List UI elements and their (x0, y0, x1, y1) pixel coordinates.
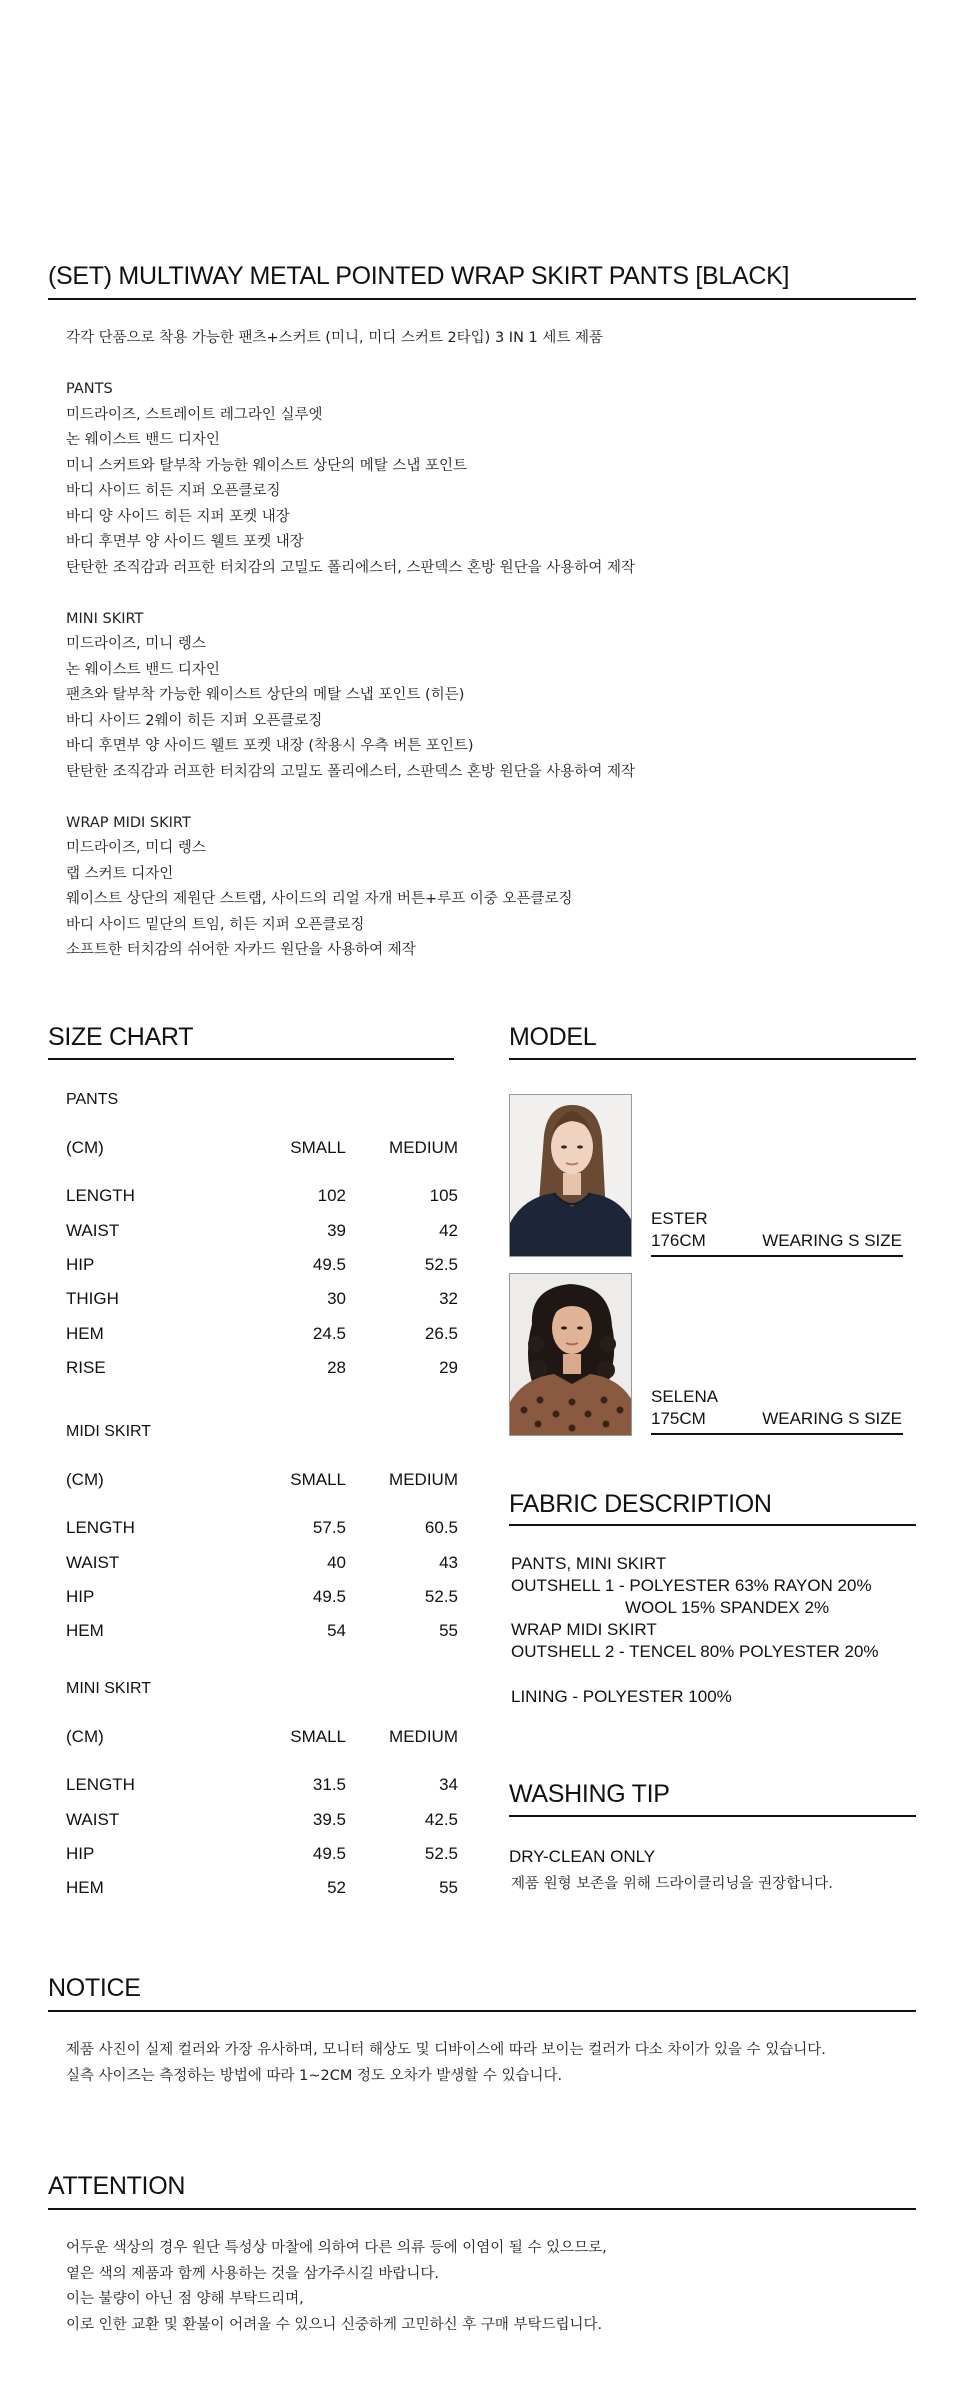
desc-line: 미드라이즈, 미니 렝스 (66, 636, 206, 652)
size-value-medium: 52.5 (424, 1255, 458, 1274)
desc-line: 바디 양 사이드 히든 지퍼 포켓 내장 (66, 508, 290, 525)
desc-line: 팬츠와 탈부착 가능한 웨이스트 상단의 메탈 스냅 포인트 (히든) (66, 687, 465, 703)
desc-line: 웨이스트 상단의 제원단 스트랩, 사이드의 리얼 자개 버튼+루프 이중 오픈클로징 (66, 891, 573, 907)
size-value-small: 28 (327, 1358, 346, 1377)
model-portrait-illustration (510, 1274, 632, 1436)
size-value-medium: 32 (439, 1289, 458, 1308)
size-value-medium: 60.5 (424, 1518, 458, 1537)
model-wearing-size: WEARING S SIZE (762, 1409, 902, 1428)
size-row-label: WAIST (66, 1221, 120, 1240)
size-unit-label: (CM) (66, 1727, 104, 1746)
size-chart-heading: SIZE CHART (48, 1023, 194, 1051)
size-col-medium: MEDIUM (389, 1470, 458, 1489)
desc-section-wrap-midi-skirt (66, 811, 635, 964)
size-row-label: HIP (66, 1587, 95, 1606)
product-intro: 각각 단품으로 착용 가능한 팬츠+스커트 (미니, 미디 스커트 2타입) 3 IN 1 세트 제품 (66, 330, 603, 346)
attention-line: 이는 불량이 아닌 점 양해 부탁드리며, (66, 2291, 304, 2307)
product-title: (SET) MULTIWAY METAL POINTED WRAP SKIRT PANTS [BLACK] (48, 262, 790, 290)
fabric-line: PANTS, MINI SKIRT (511, 1554, 667, 1573)
fabric-heading: FABRIC DESCRIPTION (509, 1490, 772, 1518)
size-value-small: 52 (327, 1878, 346, 1897)
size-value-medium: 42 (439, 1221, 458, 1240)
model-divider-line (651, 1433, 903, 1435)
size-value-small: 39 (327, 1221, 346, 1240)
desc-line: 논 웨이스트 밴드 디자인 (66, 432, 220, 448)
model-portrait-illustration (510, 1095, 632, 1257)
title-divider (48, 298, 916, 300)
washing-note: 제품 원형 보존을 위해 드라이클리닝을 권장합니다. (511, 1876, 833, 1892)
model-wearing-size: WEARING S SIZE (762, 1231, 902, 1250)
notice-divider (48, 2010, 916, 2012)
desc-line: 탄탄한 조직감과 러프한 터치감의 고밀도 폴리에스터, 스판덱스 혼방 원단을 사용하여 제작 (66, 763, 635, 780)
washing-heading: WASHING TIP (509, 1780, 670, 1808)
model-height: 175CM (651, 1409, 706, 1428)
desc-line: 바디 사이드 밑단의 트임, 히든 지퍼 오픈클로징 (66, 916, 365, 933)
model-height: 176CM (651, 1231, 706, 1250)
size-table-title: MINI SKIRT (66, 1680, 152, 1697)
size-table-title: MIDI SKIRT (66, 1423, 152, 1440)
attention-line: 어두운 색상의 경우 원단 특성상 마찰에 의하여 다른 의류 등에 이염이 될 수 있으므로, (66, 2240, 607, 2256)
size-value-medium: 105 (429, 1186, 458, 1205)
size-value-medium: 29 (439, 1358, 458, 1377)
size-col-small: SMALL (290, 1727, 346, 1746)
desc-line: 랩 스커트 디자인 (66, 865, 174, 882)
size-value-medium: 52.5 (424, 1844, 458, 1863)
attention-line: 옅은 색의 제품과 함께 사용하는 것을 삼가주시길 바랍니다. (66, 2266, 440, 2282)
size-col-small: SMALL (290, 1138, 346, 1157)
desc-line: 미드라이즈, 미디 렝스 (66, 840, 206, 856)
size-unit-label: (CM) (66, 1470, 104, 1489)
size-table-title: PANTS (66, 1091, 119, 1108)
desc-line: 바디 후면부 양 사이드 웰트 포켓 내장 (66, 534, 304, 550)
desc-section-pants (66, 377, 635, 581)
size-value-medium: 42.5 (424, 1810, 458, 1829)
desc-line: 미니 스커트와 탈부착 가능한 웨이스트 상단의 메탈 스냅 포인트 (66, 457, 468, 474)
desc-line: 바디 사이드 2웨이 히든 지퍼 오픈클로징 (66, 712, 323, 729)
washing-title: DRY-CLEAN ONLY (509, 1847, 656, 1866)
model-photo-ester (509, 1094, 632, 1257)
desc-section-mini-skirt (66, 607, 635, 786)
desc-section-title: WRAP MIDI SKIRT (66, 814, 191, 831)
notice-line: 제품 사진이 실제 컬러와 가장 유사하며, 모니터 해상도 및 디바이스에 따라 보이는 컬러가 다소 차이가 있을 수 있습니다. (66, 2042, 826, 2058)
fabric-divider (509, 1524, 916, 1526)
size-value-small: 30 (327, 1289, 346, 1308)
desc-line: 바디 후면부 양 사이드 웰트 포켓 내장 (착용시 우측 버튼 포인트) (66, 738, 474, 754)
size-col-medium: MEDIUM (389, 1138, 458, 1157)
size-value-small: 31.5 (312, 1775, 346, 1794)
size-col-medium: MEDIUM (389, 1727, 458, 1746)
size-row-label: RISE (66, 1358, 106, 1377)
fabric-line: WRAP MIDI SKIRT (511, 1620, 657, 1639)
size-value-medium: 26.5 (424, 1324, 458, 1343)
size-value-medium: 34 (439, 1775, 458, 1794)
attention-line: 이로 인한 교환 및 환불이 어려울 수 있으니 신중하게 고민하신 후 구매 부탁드립니다. (66, 2317, 603, 2333)
size-value-medium: 43 (439, 1553, 458, 1572)
size-row-label: LENGTH (66, 1775, 135, 1794)
size-value-small: 40 (327, 1553, 346, 1572)
fabric-line: LINING - POLYESTER 100% (511, 1687, 732, 1706)
fabric-line: WOOL 15% SPANDEX 2% (625, 1598, 830, 1617)
desc-line: 논 웨이스트 밴드 디자인 (66, 661, 220, 678)
size-value-small: 49.5 (312, 1255, 346, 1274)
size-row-label: THIGH (66, 1289, 119, 1308)
fabric-line: OUTSHELL 2 - TENCEL 80% POLYESTER 20% (511, 1642, 879, 1661)
model-name: SELENA (651, 1387, 719, 1406)
size-value-small: 49.5 (312, 1587, 346, 1606)
model-divider (509, 1058, 916, 1060)
size-row-label: WAIST (66, 1810, 120, 1829)
size-unit-label: (CM) (66, 1138, 104, 1157)
desc-line: 소프트한 터치감의 쉬어한 자카드 원단을 사용하여 제작 (66, 942, 416, 958)
size-value-medium: 55 (439, 1878, 458, 1897)
attention-divider (48, 2208, 916, 2210)
size-value-small: 39.5 (312, 1810, 346, 1829)
size-value-small: 49.5 (312, 1844, 346, 1863)
size-chart-divider (48, 1058, 454, 1060)
size-col-small: SMALL (290, 1470, 346, 1489)
size-row-label: LENGTH (66, 1186, 135, 1205)
size-value-small: 24.5 (312, 1324, 346, 1343)
size-row-label: WAIST (66, 1553, 120, 1572)
notice-line: 실측 사이즈는 측정하는 방법에 따라 1~2CM 정도 오차가 발생할 수 있습니다. (66, 2068, 563, 2084)
notice-heading: NOTICE (48, 1974, 141, 2002)
size-row-label: HEM (66, 1621, 104, 1640)
size-value-small: 57.5 (312, 1518, 346, 1537)
size-row-label: HEM (66, 1878, 104, 1897)
model-heading: MODEL (509, 1023, 597, 1051)
model-name: ESTER (651, 1209, 708, 1228)
desc-line: 바디 사이드 히든 지퍼 오픈클로징 (66, 483, 281, 499)
desc-section-title: MINI SKIRT (66, 610, 144, 627)
size-value-medium: 52.5 (424, 1587, 458, 1606)
size-row-label: LENGTH (66, 1518, 135, 1537)
size-row-label: HIP (66, 1255, 95, 1274)
washing-divider (509, 1815, 916, 1817)
model-divider-line (651, 1255, 903, 1257)
fabric-line: OUTSHELL 1 - POLYESTER 63% RAYON 20% (511, 1576, 872, 1595)
product-description (66, 377, 635, 964)
size-value-small: 54 (327, 1621, 346, 1640)
desc-section-title: PANTS (66, 381, 113, 397)
desc-line: 미드라이즈, 스트레이트 레그라인 실루엣 (66, 406, 323, 423)
size-row-label: HEM (66, 1324, 104, 1343)
model-photo-selena (509, 1273, 632, 1436)
attention-heading: ATTENTION (48, 2172, 186, 2200)
desc-line: 탄탄한 조직감과 러프한 터치감의 고밀도 폴리에스터, 스판덱스 혼방 원단을 사용하여 제작 (66, 559, 635, 576)
size-value-medium: 55 (439, 1621, 458, 1640)
size-row-label: HIP (66, 1844, 95, 1863)
size-value-small: 102 (317, 1186, 346, 1205)
